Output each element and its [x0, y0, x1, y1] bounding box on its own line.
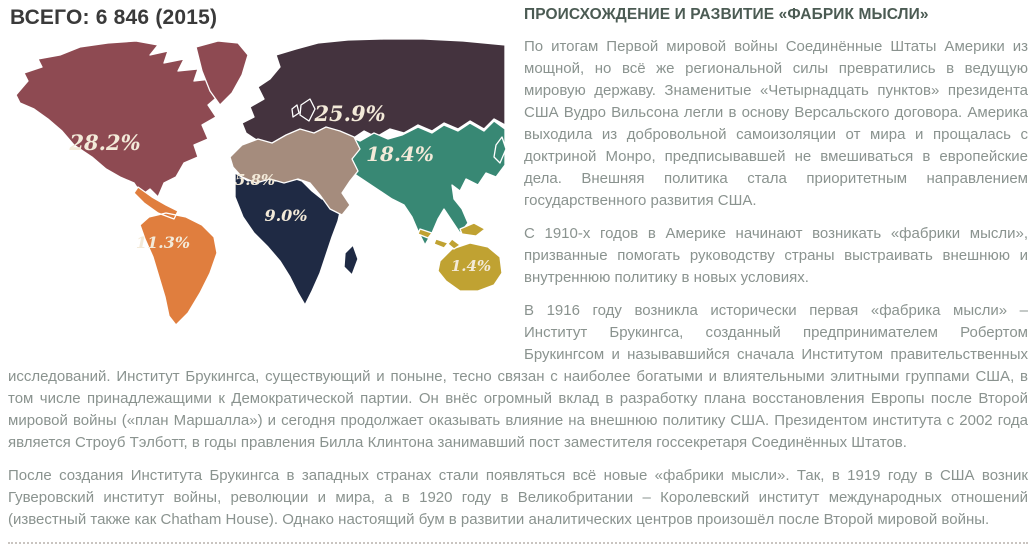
paragraph-brookings: В 1916 году возникла исторически первая «фабрика мысли» – Институт Брукингса, созданный предпринимателем Робертом Брукингсом и называвшийся сначала Институтом правительственных исследований. Институт Брукингса, существующий и поныне, тесно связан с наиболее богатыми и влиятельными элитными группами США, в том числе принадлежащими к Демократической партии. Он внёс огромный вклад в разработку плана восстановления Европы после Второй мировой войны («план Маршалла») и сегодня продолжает оказывать влияние на внешнюю политику США. Президентом института с 2002 года является Строуб Тэлботт, в годы правления Билла Клинтона занимавший пост заместителя госсекретаря Соединённых Штатов. — [8, 302, 1028, 451]
label-oceania-share: 1.4% — [450, 257, 492, 275]
label-asia-share: 18.4% — [366, 142, 434, 166]
paragraph-hoover-chatham: После создания Института Брукингса в западных странах стали появляться всё новые «фабрики мысли». Так, в 1919 году в США возник Гуверовский институт войны, революции и мира, а в 1920 году в Великобритании – Королевский институт международных отношений (известный также как Chatham House). Однако настоящий бум в развитии аналитических центров произошёл после Второй мировой войны. — [8, 467, 1028, 528]
label-latin-america-share: 11.3% — [135, 233, 191, 252]
article-heading: ПРОИСХОЖДЕНИЕ И РАЗВИТИЕ «ФАБРИК МЫСЛИ» — [524, 6, 929, 23]
label-africa-share: 9.0% — [264, 206, 308, 225]
region-north-america-shape — [16, 41, 222, 197]
world-map — [8, 33, 508, 343]
map-total-title: ВСЕГО: 6 846 (2015) — [10, 6, 218, 29]
label-mena-share: 5.8% — [234, 171, 276, 189]
world-map-infographic — [8, 4, 516, 350]
paragraph-ww1-usa: По итогам Первой мировой войны Соединённые Штаты Америки из мощной, но всё же региональной силы превратились в ведущую мировую державу. Знаменитые «Четырнадцать пунктов» президента США Вудро Вильсона легли в основу Версальского договора. Америка выходила из добровольной самоизоляции от мира и прощалась с доктриной Монро, предписывавшей не вмешиваться в европейские дела. Внешняя политика стала приоритетным направлением государственного развития США. — [524, 38, 1028, 209]
paragraph-1910s-thinktanks: С 1910-х годов в Америке начинают возникать «фабрики мысли», призванные помогать руководству страны выстраивать внешнюю и внутреннюю политику в новых условиях. — [524, 225, 1028, 286]
label-europe-share: 25.9% — [314, 101, 386, 126]
label-north-america-share: 28.2% — [69, 130, 141, 155]
region-latin-america-shape — [134, 187, 217, 325]
madagascar-shape — [344, 245, 358, 275]
